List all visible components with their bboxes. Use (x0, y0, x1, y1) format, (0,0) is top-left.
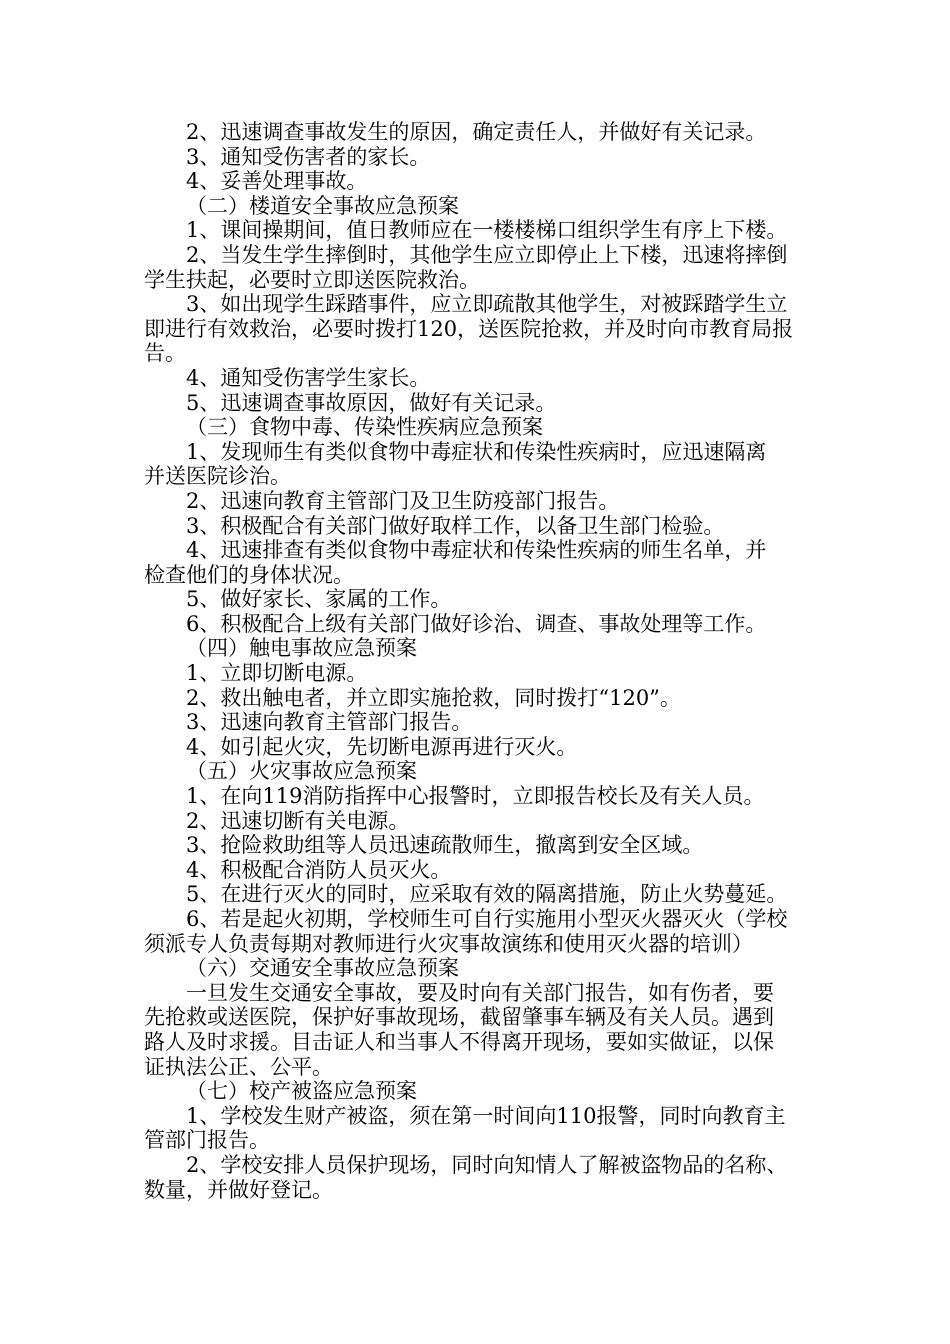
paragraph-line: 3、如出现学生踩踏事件，应立即疏散其他学生，对被踩踏学生立 (186, 292, 788, 317)
section-heading: （四）触电事故应急预案 (186, 636, 417, 661)
paragraph-line: 5、做好家长、家属的工作。 (186, 587, 452, 612)
paragraph-line: 告。 (144, 341, 186, 366)
section-heading: （二）楼道安全事故应急预案 (186, 193, 459, 218)
paragraph-line: 须派专人负责每期对教师进行火灾事故演练和使用灭火器的培训） (144, 931, 753, 956)
paragraph-line: 6、若是起火初期，学校师生可自行实施用小型灭火器灭火（学校 (186, 907, 788, 931)
paragraph-line: 4、通知受伤害学生家长。 (186, 365, 431, 390)
paragraph-line: 先抢救或送医院，保护好事故现场，截留肇事车辆及有关人员。遇到 (144, 1005, 774, 1030)
paragraph-line: 3、迅速向教育主管部门报告。 (186, 710, 473, 735)
paragraph-line: 1、立即切断电源。 (186, 661, 368, 686)
document-page (144, 120, 816, 1202)
paragraph-line: 6、积极配合上级有关部门做好诊治、调查、事故处理等工作。 (186, 611, 767, 636)
paragraph-line: 路人及时求援。目击证人和当事人不得离开现场，要如实做证，以保 (144, 1029, 774, 1054)
paragraph-line: 2、迅速切断有关电源。 (186, 808, 410, 833)
paragraph-line: 3、通知受伤害者的家长。 (186, 144, 431, 169)
paragraph-line: 检查他们的身体状况。 (144, 562, 354, 587)
paragraph-line: 5、迅速调查事故原因，做好有关记录。 (186, 390, 557, 415)
section-heading: （六）交通安全事故应急预案 (186, 956, 459, 981)
paragraph-line: 学生扶起，必要时立即送医院救治。 (144, 267, 480, 292)
paragraph-line: 4、如引起火灾，先切断电源再进行灭火。 (186, 734, 578, 759)
section-heading: （七）校产被盗应急预案 (186, 1079, 417, 1104)
paragraph-line: 4、妥善处理事故。 (186, 169, 368, 194)
paragraph-line: 3、积极配合有关部门做好取样工作，以备卫生部门检验。 (186, 513, 725, 538)
paragraph-line: 即进行有效救治，必要时拨打120，送医院抢救，并及时向市教育局报 (144, 316, 794, 341)
paragraph-line: 证执法公正、公平。 (144, 1054, 333, 1079)
paragraph-line: 5、在进行灭火的同时，应采取有效的隔离措施，防止火势蔓延。 (186, 882, 788, 907)
paragraph-line: 管部门报告。 (144, 1128, 270, 1153)
paragraph-line: 1、在向119消防指挥中心报警时，立即报告校长及有关人员。 (186, 784, 765, 809)
paragraph-line: 1、学校发生财产被盗，须在第一时间向110报警，同时向教育主 (186, 1103, 786, 1128)
paragraph-line: 2、学校安排人员保护现场，同时向知情人了解被盗物品的名称、 (186, 1152, 788, 1177)
paragraph-line: 1、发现师生有类似食物中毒症状和传染性疾病时，应迅速隔离 (186, 439, 767, 464)
paragraph-line: 4、积极配合消防人员灭火。 (186, 857, 452, 882)
paragraph-line: 2、迅速调查事故发生的原因，确定责任人，并做好有关记录。 (186, 120, 767, 144)
paragraph-line: 2、救出触电者，并立即实施抢救，同时拨打“120”。 (186, 685, 681, 710)
paragraph-line: 一旦发生交通安全事故，要及时向有关部门报告，如有伤者，要 (186, 980, 774, 1005)
paragraph-line: 2、迅速向教育主管部门及卫生防疫部门报告。 (186, 488, 620, 513)
paragraph-line: 4、迅速排查有类似食物中毒症状和传染性疾病的师生名单，并 (186, 538, 767, 563)
paragraph-line: 3、抢险救助组等人员迅速疏散师生，撤离到安全区域。 (186, 833, 704, 858)
paragraph-line: 并送医院诊治。 (144, 464, 291, 489)
paragraph-line: 数量，并做好登记。 (144, 1177, 333, 1202)
paragraph-line: 1、课间操期间，值日教师应在一楼楼梯口组织学生有序上下楼。 (186, 218, 788, 243)
paragraph-line: 2、当发生学生摔倒时，其他学生应立即停止上下楼，迅速将摔倒 (186, 242, 788, 267)
section-heading: （五）火灾事故应急预案 (186, 759, 417, 784)
section-heading: （三）食物中毒、传染性疾病应急预案 (186, 415, 543, 440)
